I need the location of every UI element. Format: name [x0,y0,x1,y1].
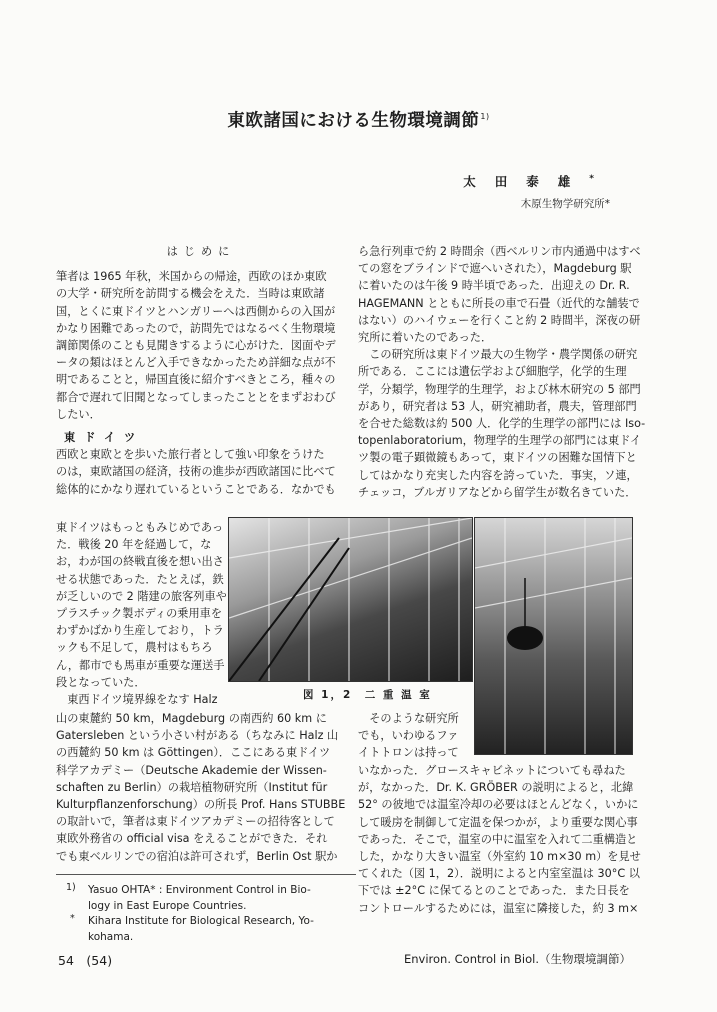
text-line: を合せた総数は約 500 人．化学的生理学の部門には Iso- [358,417,646,431]
text-line: ツ製の電子顕微鏡もあって，東ドイツの困難な国情下と [358,451,637,465]
text-line: チェッコ，ブルガリアなどから留学生が数名きていた． [358,485,637,499]
text-line: 52° の彼地では温室冷却の必要はほとんどなく，いかに [358,798,639,812]
text-line: この研究所は東ドイツ最大の生物学・農学関係の研究 [358,348,638,362]
journal-name: Environ. Control in Biol.（生物環境調節） [403,952,631,966]
text-line: 東西ドイツ境界線をなす Halz [56,693,218,707]
section-heading-intro: はじめに [166,245,236,258]
text-line: ら急行列車で約 2 時間余（西ベルリン市内通過中はすべ [358,245,641,258]
text-line: プラスチック製ボディの乗用車を [56,607,223,621]
text-line: 山の東麓約 50 km，Magdeburg の南西約 60 km に [56,712,327,725]
footnote-2-line-2: kohama. [88,931,134,943]
text-line: に着いたのは午後 9 時半頃であった．出迎えの Dr. R. [358,279,630,293]
text-line: 国，とくに東ドイツとハンガリーへは西側からの入国が [56,304,336,318]
title-footnote-mark: 1) [480,112,490,122]
text-line: 学，分類学，物理学的生理学，および林木研究の 5 部門 [358,382,641,396]
footnote-2-line-1: Kihara Institute for Biological Research, Yo- [88,915,314,927]
text-line: したい． [56,407,101,421]
author-text: 太田泰雄 [463,174,590,189]
right-column-narrow [358,710,470,762]
left-column-top [56,243,346,498]
text-line: 調節関係のことも見聞きするように心がけた．図面やデ [56,339,336,353]
text-line: 筆者は 1965 年秋，米国からの帰途，西欧のほか東欧 [56,270,327,284]
greenhouse-photo-2 [474,517,633,755]
text-line: かなり困難であったので，訪問先ではなるべく生物環境 [56,321,336,335]
text-line: して暖房を制御して定温を保つかが，より重要な関心事 [358,815,638,829]
text-line: ての窓をブラインドで遮へいされた），Magdeburg 駅 [358,262,632,276]
text-line: 所である．ここには遺伝学および細胞学，化学的生理 [358,365,627,379]
text-line: 下では ±2°C に保てるとのことであった．また日長を [358,884,630,898]
text-line: ん，都市でも馬車が重要な運送手 [56,658,225,672]
right-column-top [358,243,646,501]
text-line: た．戦後 20 年を経過して，な [56,538,212,552]
text-line: してはかなり充実した内容を誇っていた．事実，ソ連， [358,468,638,482]
text-line: ータの類はほとんど入手できなかったため詳細な点が不 [56,356,336,370]
text-line: Gatersleben という小さい村がある（ちなみに Halz 山 [56,729,339,743]
text-line: の取計いで，筆者は東ドイツアカデミーの招待客として [56,815,335,829]
right-column-bottom [358,762,640,917]
text-line: はない）のハイウェーを行くこと約 2 時間半，深夜の研 [358,313,641,327]
text-line: 都合で遅れて旧聞となってしまったこととをまずおわび [56,390,336,404]
east-germany-paragraph-continued [56,710,346,865]
text-line: topenlaboratorium，物理学的生理学の部門には東ドイ [358,434,642,448]
footnote-rule [56,874,356,875]
article-title [0,107,717,132]
text-line: が，なかった．Dr. K. GRÖBER の説明によると，北緯 [358,781,634,795]
text-line: でも東ベルリンでの宿泊は許可されず，Berlin Ost 駅か [56,849,338,863]
footnote-1-line-1: Yasuo OHTA* : Environment Control in Bio- [88,884,311,896]
text-line: そのような研究所 [358,712,459,725]
text-line: Kulturpflanzenforschung）の所長 Prof. Hans STUBBE [56,798,346,812]
text-line: 西欧と東欧とを歩いた旅行者として強い印象をうけた [56,448,325,462]
footnote-2 [88,913,314,945]
text-line: 東ドイツはもっともみじめであっ [56,521,224,534]
text-line: イトトロンは持って [358,746,459,760]
page-number: 54 (54) [58,953,113,968]
author-name [463,172,594,190]
left-column-narrow [56,519,226,708]
footnote-1 [88,882,311,914]
title-text: 東欧諸国における生物環境調節 [227,111,480,131]
text-line: ックも不足して，農村はもちろ [56,641,213,655]
text-line: お，わが国の終戦直後を想い出さ [56,555,224,569]
phytotron-paragraph-continued [358,762,640,917]
text-line: が乏しいので 2 階建の旅客列車や [56,589,227,603]
text-line: の西麓約 50 km は Göttingen）．ここにある東ドイツ [56,746,331,760]
text-line: いなかった．グロースキャビネットについても尋ねた [358,764,626,777]
text-line: コントロールするためには，温室に隣接した，約 3 m× [358,901,639,915]
affiliation: 木原生物学研究所* [520,198,610,210]
text-line: でも，いわゆるファ [358,729,459,743]
footnote-mark-2: * [70,913,75,924]
text-line: した，かなり大きい温室（外室約 10 m×30 m）を見せ [358,850,641,864]
text-line: 究所に着いたのであった． [358,331,493,345]
footnote-1-line-2: logy in East Europe Countries. [88,900,247,912]
text-line: わずかばかり生産しており，トラ [56,624,224,638]
intro-paragraph [56,268,346,423]
text-line: 明であることと，帰国直後に紹介すべきところ，種々の [56,373,336,387]
text-line: であった．そこで，温室の中に温室を入れて二重構造と [358,832,638,846]
text-line: てくれた（図 1，2）．説明によると内室室温は 30°C 以 [358,867,640,881]
figure-caption: 図 1，2 二 重 温 室 [303,689,432,701]
east-germany-paragraph-narrow [56,519,226,708]
text-line: の大学・研究所を訪問する機会をえた．当時は東欧諸 [56,287,325,301]
text-line: 段となっていた． [56,675,146,689]
text-line: HAGEMANN とともに所長の車で石畳（近代的な舗装で [358,296,640,310]
text-line: のは，東欧諸国の経済，技術の進歩が西欧諸国に比べて [56,465,336,479]
text-line: があり，研究者は 53 人，研究補助者，農夫，管理部門 [358,399,637,413]
text-line: 総体的にかなり遅れているということである．なかでも [56,482,336,496]
text-line: 科学アカデミー（Deutsche Akademie der Wissen- [56,763,327,777]
text-line: せる状態であった．たとえば，鉄 [56,572,224,586]
text-line: schaften zu Berlin）の栽培植物研究所（Institut für [56,780,328,794]
footnote-mark-1: 1) [66,882,76,893]
east-germany-paragraph-start [56,446,346,498]
author-mark: * [589,173,594,184]
left-column-bottom [56,710,346,865]
section-heading-east-germany: 東ドイツ [64,431,145,445]
greenhouse-photo-1 [228,517,473,682]
text-line: 東欧外務省の official visa をえることができた．それ [56,832,328,846]
institute-paragraph [358,243,646,501]
phytotron-paragraph-start [358,710,470,762]
